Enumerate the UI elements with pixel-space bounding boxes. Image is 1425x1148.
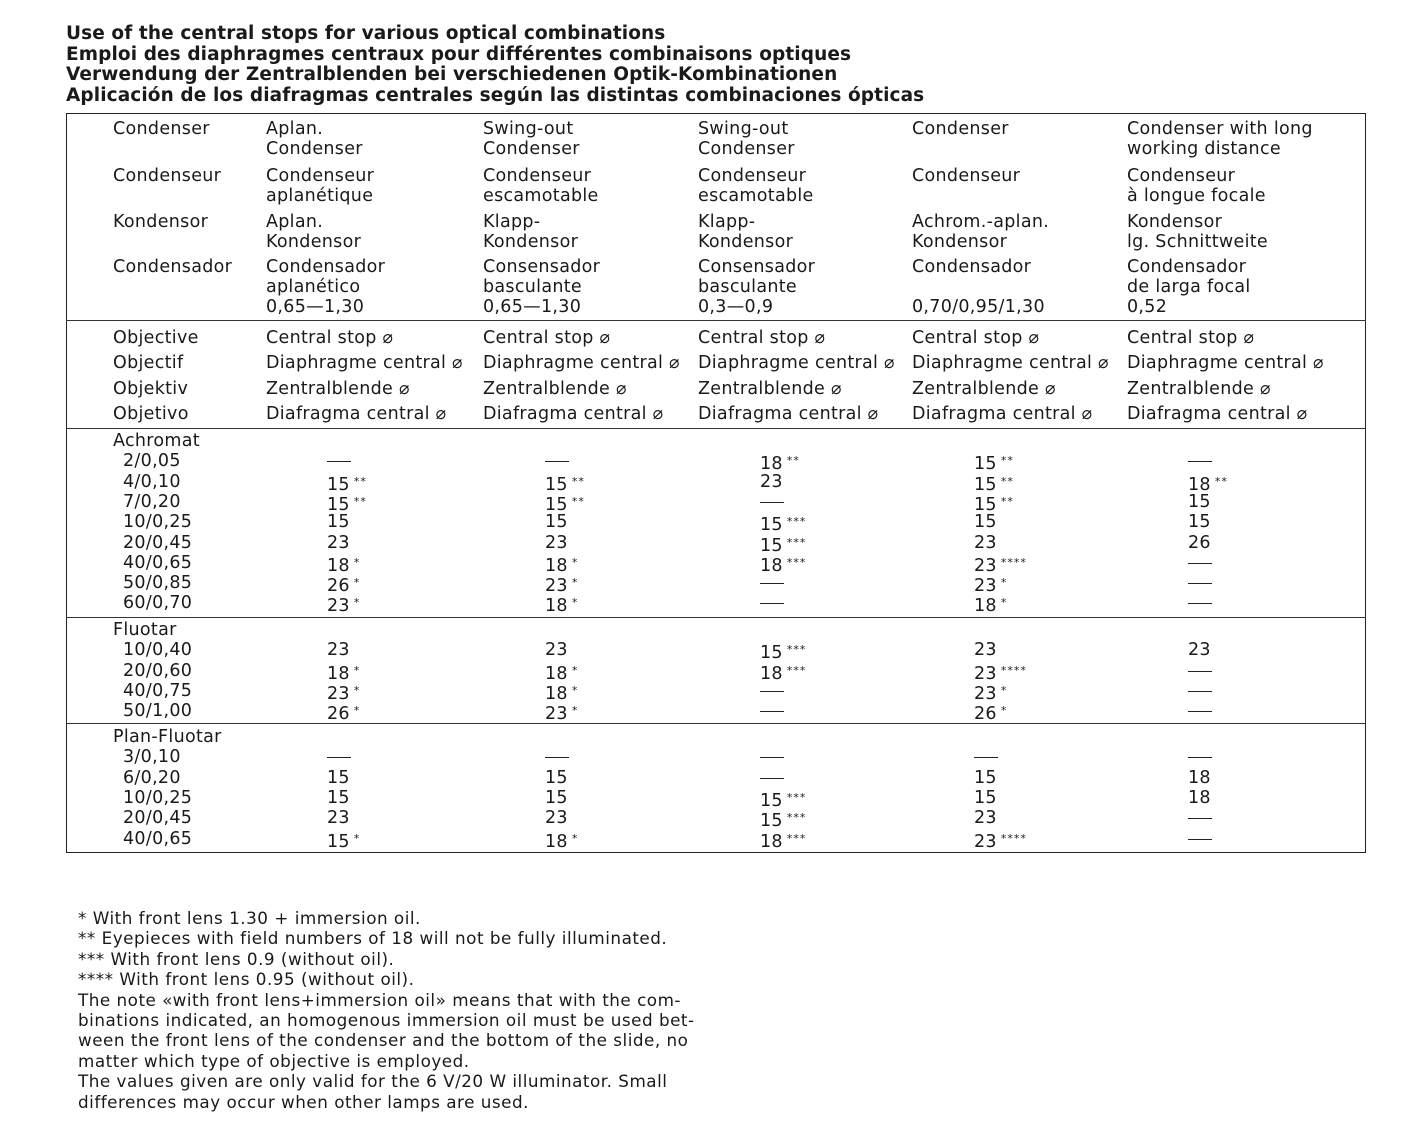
condenser-row-label: Condenseur <box>113 166 222 186</box>
footnote-marker: * <box>571 555 579 569</box>
footnote-marker: * <box>353 555 361 569</box>
stop-value <box>545 640 568 660</box>
condenser-name: Condenseur aplanétique <box>266 166 375 207</box>
stop-size: 18 <box>760 555 783 576</box>
stop-size: 23 <box>974 532 997 553</box>
stop-value <box>1188 533 1211 553</box>
footnote-marker: ** <box>353 474 367 488</box>
stop-value <box>545 788 568 808</box>
stop-size: 18 <box>545 555 568 576</box>
stop-size: 18 <box>760 831 783 852</box>
footnote-marker: *** <box>786 831 807 845</box>
stop-size: 15 <box>545 767 568 788</box>
stop-value <box>327 788 350 808</box>
stop-value <box>1188 768 1211 788</box>
stop-value <box>974 747 998 767</box>
condenser-row-label: Condensador <box>113 257 233 277</box>
stop-value <box>1188 747 1212 767</box>
stop-value <box>1188 573 1212 593</box>
stop-size: 15 <box>327 494 350 515</box>
stop-size: 23 <box>545 704 568 725</box>
not-applicable-dash <box>1188 461 1212 462</box>
not-applicable-dash <box>1188 711 1212 712</box>
central-stop-label: Diaphragme central ⌀ <box>698 353 895 374</box>
stop-size: 15 <box>1188 491 1211 512</box>
stop-size: 23 <box>974 555 997 576</box>
stop-value <box>327 747 351 767</box>
condenser-name: Klapp- Kondensor <box>483 212 579 253</box>
stop-value <box>1188 788 1211 808</box>
condenser-name: Achrom.-aplan. Kondensor <box>912 212 1050 253</box>
objective-magnification: 10/0,25 <box>123 512 193 533</box>
objective-magnification: 10/0,40 <box>123 640 193 661</box>
footnote-marker: * <box>571 596 579 610</box>
condenser-name: Swing-out Condenser <box>483 119 580 160</box>
stop-value <box>1188 640 1211 660</box>
stop-size: 18 <box>1188 767 1211 788</box>
not-applicable-dash <box>545 757 569 758</box>
stop-size: 18 <box>545 663 568 684</box>
stop-size: 15 <box>974 767 997 788</box>
central-stop-label: Zentralblende ⌀ <box>912 378 1056 399</box>
not-applicable-dash <box>1188 603 1212 604</box>
footnote-marker: *** <box>786 555 807 569</box>
stop-size: 26 <box>327 576 350 597</box>
footnote-marker: **** <box>1000 831 1027 845</box>
central-stop-label: Central stop ⌀ <box>698 328 826 348</box>
stop-size: 23 <box>760 471 783 492</box>
title-block <box>66 24 924 106</box>
condenser-aperture: 0,3—0,9 <box>698 297 774 317</box>
title-fr: Emploi des diaphragmes centraux pour différentes combinaisons optiques <box>66 43 852 65</box>
stop-size: 23 <box>974 640 997 661</box>
footnote-marker: ** <box>571 494 585 508</box>
not-applicable-dash <box>760 778 784 779</box>
objective-magnification: 20/0,60 <box>123 660 193 681</box>
central-stop-label: Diafragma central ⌀ <box>698 403 879 424</box>
objective-magnification: 40/0,65 <box>123 552 193 573</box>
objective-group-name: Fluotar <box>113 620 177 640</box>
footnote-marker: * <box>353 576 361 590</box>
condenser-name: Condensador de larga focal <box>1127 257 1251 298</box>
stop-size: 15 <box>327 787 350 808</box>
stop-value <box>760 747 784 767</box>
central-stop-label: Zentralblende ⌀ <box>266 378 410 399</box>
condenser-aperture: 0,65—1,30 <box>483 297 582 317</box>
stop-value <box>1188 829 1212 849</box>
stop-value <box>974 701 1007 724</box>
footnote: **** With front lens 0.95 (without oil). <box>78 969 415 990</box>
footnote-marker: ** <box>786 454 800 468</box>
stop-size: 23 <box>327 596 350 617</box>
divider-plan-fluotar <box>66 723 1366 724</box>
stop-value <box>974 593 1007 616</box>
objective-group-name: Plan-Fluotar <box>113 727 222 747</box>
condenser-name: Condensador aplanético <box>266 257 386 298</box>
central-stop-label: Zentralblende ⌀ <box>483 378 627 399</box>
stop-size: 15 <box>327 474 350 495</box>
footnote-marker: * <box>571 663 579 677</box>
divider-fluotar <box>66 617 1366 618</box>
stop-value <box>1188 701 1212 721</box>
stop-size: 23 <box>545 576 568 597</box>
footnote-marker: * <box>353 596 361 610</box>
footnote-marker: ** <box>1000 454 1014 468</box>
condenser-name: Swing-out Condenser <box>698 119 795 160</box>
central-stop-label: Central stop ⌀ <box>266 328 394 348</box>
stop-value <box>1188 808 1212 828</box>
footnote-marker: * <box>1000 596 1008 610</box>
footnote-marker: *** <box>786 515 807 529</box>
title-en: Use of the central stops for various optical combinations <box>66 23 666 44</box>
objective-row-label: Objetivo <box>113 403 189 424</box>
stop-size: 15 <box>760 535 783 556</box>
stop-value <box>545 829 578 852</box>
not-applicable-dash <box>760 603 784 604</box>
footnote-marker: * <box>1000 683 1008 697</box>
stop-size: 18 <box>545 831 568 852</box>
central-stop-label: Central stop ⌀ <box>1127 328 1255 348</box>
stop-value <box>974 829 1027 852</box>
condenser-name: Consensador basculante <box>483 257 601 298</box>
condenser-name: Condenseur escamotable <box>483 166 599 207</box>
objective-magnification: 4/0,10 <box>123 471 181 492</box>
condenser-row-label: Kondensor <box>113 212 209 232</box>
stop-size: 18 <box>760 454 783 475</box>
central-stop-label: Diafragma central ⌀ <box>912 403 1093 424</box>
stop-value <box>1188 593 1212 613</box>
not-applicable-dash <box>760 502 784 503</box>
footnote-marker: ** <box>1000 474 1014 488</box>
objective-magnification: 40/0,75 <box>123 680 193 701</box>
footnote: ** Eyepieces with field numbers of 18 will not be fully illuminated. <box>78 928 668 949</box>
central-stop-label: Diafragma central ⌀ <box>266 403 447 424</box>
stop-size: 15 <box>545 787 568 808</box>
objective-magnification: 7/0,20 <box>123 491 181 512</box>
stop-size: 18 <box>760 663 783 684</box>
stop-size: 18 <box>545 596 568 617</box>
footnote-marker: * <box>353 683 361 697</box>
stop-value <box>760 681 784 701</box>
title-de: Verwendung der Zentralblenden bei verschiedenen Optik-Kombinationen <box>66 64 838 85</box>
stop-size: 18 <box>1188 474 1211 495</box>
objective-magnification: 50/1,00 <box>123 701 193 722</box>
stop-value <box>545 747 569 767</box>
central-stop-label: Central stop ⌀ <box>483 328 611 348</box>
footnote-marker: ** <box>1214 474 1228 488</box>
not-applicable-dash <box>760 691 784 692</box>
stop-value <box>327 768 350 788</box>
footnote-marker: * <box>1000 704 1008 718</box>
not-applicable-dash <box>1188 583 1212 584</box>
stop-size: 15 <box>545 474 568 495</box>
objective-magnification: 50/0,85 <box>123 573 193 594</box>
not-applicable-dash <box>760 583 784 584</box>
footnotes <box>78 908 718 1112</box>
objective-magnification: 3/0,10 <box>123 747 181 768</box>
stop-value <box>545 808 568 828</box>
footnote-marker: * <box>571 831 579 845</box>
stop-size: 23 <box>974 663 997 684</box>
footnote-marker: ** <box>571 474 585 488</box>
stop-size: 18 <box>545 683 568 704</box>
objective-magnification: 20/0,45 <box>123 532 193 553</box>
condenser-row-label: Condenser <box>113 119 210 139</box>
stop-size: 26 <box>327 704 350 725</box>
condenser-name: Condensador <box>912 257 1032 277</box>
stop-size: 15 <box>327 512 350 533</box>
objective-magnification: 20/0,45 <box>123 808 193 829</box>
stop-size: 23 <box>974 831 997 852</box>
stop-size: 15 <box>760 811 783 832</box>
stop-value <box>760 768 784 788</box>
stop-size: 15 <box>974 787 997 808</box>
stop-size: 15 <box>974 454 997 475</box>
not-applicable-dash <box>327 461 351 462</box>
stop-size: 15 <box>760 515 783 536</box>
stop-value <box>1188 681 1212 701</box>
footnote-marker: *** <box>786 535 807 549</box>
condenser-name: Kondensor lg. Schnittweite <box>1127 212 1268 253</box>
stop-size: 15 <box>545 512 568 533</box>
stop-value <box>974 533 997 553</box>
footnote-marker: * <box>571 704 579 718</box>
stop-value <box>974 808 997 828</box>
central-stop-label: Diafragma central ⌀ <box>483 403 664 424</box>
stop-size: 15 <box>974 512 997 533</box>
stop-size: 23 <box>974 576 997 597</box>
not-applicable-dash <box>1188 839 1212 840</box>
condenser-name: Condenser with long working distance <box>1127 119 1313 160</box>
stop-size: 23 <box>545 640 568 661</box>
condenser-name: Aplan. Kondensor <box>266 212 362 253</box>
stop-value <box>760 593 784 613</box>
footnote-marker: * <box>353 663 361 677</box>
condenser-name: Condenseur à longue focale <box>1127 166 1266 207</box>
stop-value <box>327 533 350 553</box>
central-stop-label: Central stop ⌀ <box>912 328 1040 348</box>
stop-size: 26 <box>974 704 997 725</box>
stop-size: 26 <box>1188 532 1211 553</box>
objective-magnification: 6/0,20 <box>123 767 181 788</box>
stop-value <box>545 768 568 788</box>
central-stop-label: Zentralblende ⌀ <box>698 378 842 399</box>
stop-value <box>760 492 784 512</box>
stop-value <box>327 829 360 852</box>
stop-value <box>1188 492 1211 512</box>
central-stop-label: Zentralblende ⌀ <box>1127 378 1271 399</box>
not-applicable-dash <box>1188 563 1212 564</box>
stop-size: 18 <box>327 555 350 576</box>
stop-value <box>327 640 350 660</box>
stop-value <box>327 701 360 724</box>
condenser-aperture: 0,70/0,95/1,30 <box>912 297 1045 317</box>
stop-size: 15 <box>974 474 997 495</box>
condenser-name: Condenseur <box>912 166 1021 186</box>
stop-size: 23 <box>327 640 350 661</box>
condenser-name: Klapp- Kondensor <box>698 212 794 253</box>
footnote-marker: * <box>571 683 579 697</box>
central-stop-label: Diaphragme central ⌀ <box>266 353 463 374</box>
stop-value <box>974 788 997 808</box>
not-applicable-dash <box>760 711 784 712</box>
not-applicable-dash <box>545 461 569 462</box>
stop-size: 23 <box>327 808 350 829</box>
stop-size: 23 <box>545 808 568 829</box>
stop-value <box>974 768 997 788</box>
footnote: * With front lens 1.30 + immersion oil. <box>78 908 421 928</box>
footnote: *** With front lens 0.9 (without oil). <box>78 948 395 969</box>
central-stop-label: Diaphragme central ⌀ <box>483 353 680 374</box>
footnote-marker: *** <box>786 663 807 677</box>
stop-size: 15 <box>1188 512 1211 533</box>
not-applicable-dash <box>760 757 784 758</box>
footnote-marker: ** <box>353 494 367 508</box>
objective-magnification: 2/0,05 <box>123 451 181 472</box>
stop-size: 23 <box>974 683 997 704</box>
condenser-aperture: 0,65—1,30 <box>266 297 365 317</box>
objective-magnification: 40/0,65 <box>123 828 193 849</box>
condenser-name: Consensador basculante <box>698 257 816 298</box>
stop-value <box>1188 553 1212 573</box>
not-applicable-dash <box>1188 818 1212 819</box>
condenser-name: Condenseur escamotable <box>698 166 814 207</box>
footnote-marker: * <box>353 704 361 718</box>
stop-value <box>327 593 360 616</box>
not-applicable-dash <box>1188 757 1212 758</box>
objective-row-label: Objectif <box>113 353 184 374</box>
footnote-marker: * <box>571 576 579 590</box>
stop-value <box>545 533 568 553</box>
not-applicable-dash <box>327 757 351 758</box>
stop-value <box>327 451 351 471</box>
stop-size: 23 <box>327 532 350 553</box>
stop-value <box>1188 451 1212 471</box>
condenser-name: Condenser <box>912 119 1009 139</box>
footnote-marker: * <box>1000 576 1008 590</box>
stop-size: 18 <box>327 663 350 684</box>
stop-value <box>760 573 784 593</box>
stop-value <box>327 512 350 532</box>
stop-value <box>760 701 784 721</box>
stop-value <box>1188 512 1211 532</box>
stop-size: 23 <box>545 532 568 553</box>
stop-value <box>545 451 569 471</box>
stop-size: 23 <box>974 808 997 829</box>
objective-magnification: 60/0,70 <box>123 593 193 614</box>
central-stop-label: Diafragma central ⌀ <box>1127 403 1308 424</box>
not-applicable-dash <box>1188 671 1212 672</box>
stop-size: 23 <box>1188 640 1211 661</box>
stop-size: 15 <box>327 767 350 788</box>
objective-group-name: Achromat <box>113 431 200 451</box>
not-applicable-dash <box>974 757 998 758</box>
footnote-marker: * <box>353 831 361 845</box>
footnote-note: The values given are only valid for the 6 V/20 W illuminator. Small differences may occur when other lamps are used. <box>78 1071 668 1112</box>
stop-size: 15 <box>760 643 783 664</box>
divider-stops <box>66 320 1366 321</box>
stop-value <box>545 593 578 616</box>
stop-size: 15 <box>545 494 568 515</box>
stop-value <box>760 829 806 852</box>
stop-size: 23 <box>327 683 350 704</box>
stop-size: 18 <box>974 596 997 617</box>
stop-value <box>1188 661 1212 681</box>
footnote-marker: *** <box>786 811 807 825</box>
stop-size: 15 <box>974 494 997 515</box>
stop-value <box>545 701 578 724</box>
divider-achromat <box>66 428 1366 429</box>
objective-row-label: Objective <box>113 328 199 348</box>
not-applicable-dash <box>1188 691 1212 692</box>
footnote-marker: *** <box>786 643 807 657</box>
stop-value <box>545 512 568 532</box>
stop-value <box>760 472 783 492</box>
condenser-name: Aplan. Condenser <box>266 119 363 160</box>
stop-size: 15 <box>327 831 350 852</box>
stop-value <box>327 808 350 828</box>
stop-value <box>974 640 997 660</box>
footnote-marker: ** <box>1000 494 1014 508</box>
stop-size: 18 <box>1188 787 1211 808</box>
title-es: Aplicación de los diafragmas centrales según las distintas combinaciones ópticas <box>66 84 925 106</box>
footnote-marker: **** <box>1000 663 1027 677</box>
central-stop-label: Diaphragme central ⌀ <box>1127 353 1324 374</box>
objective-magnification: 10/0,25 <box>123 787 193 808</box>
central-stop-label: Diaphragme central ⌀ <box>912 353 1109 374</box>
stop-value <box>974 512 997 532</box>
footnote-marker: **** <box>1000 555 1027 569</box>
stop-size: 15 <box>760 790 783 811</box>
footnote-note: The note «with front lens+immersion oil» means that with the com- binations indicated, an homogenous immersion oil must be used bet- ween the front lens of the condenser and the bottom of the slide, no matter which type of objective is employed. <box>78 989 695 1071</box>
objective-row-label: Objektiv <box>113 378 189 399</box>
footnote-marker: *** <box>786 790 807 804</box>
condenser-aperture: 0,52 <box>1127 297 1168 317</box>
